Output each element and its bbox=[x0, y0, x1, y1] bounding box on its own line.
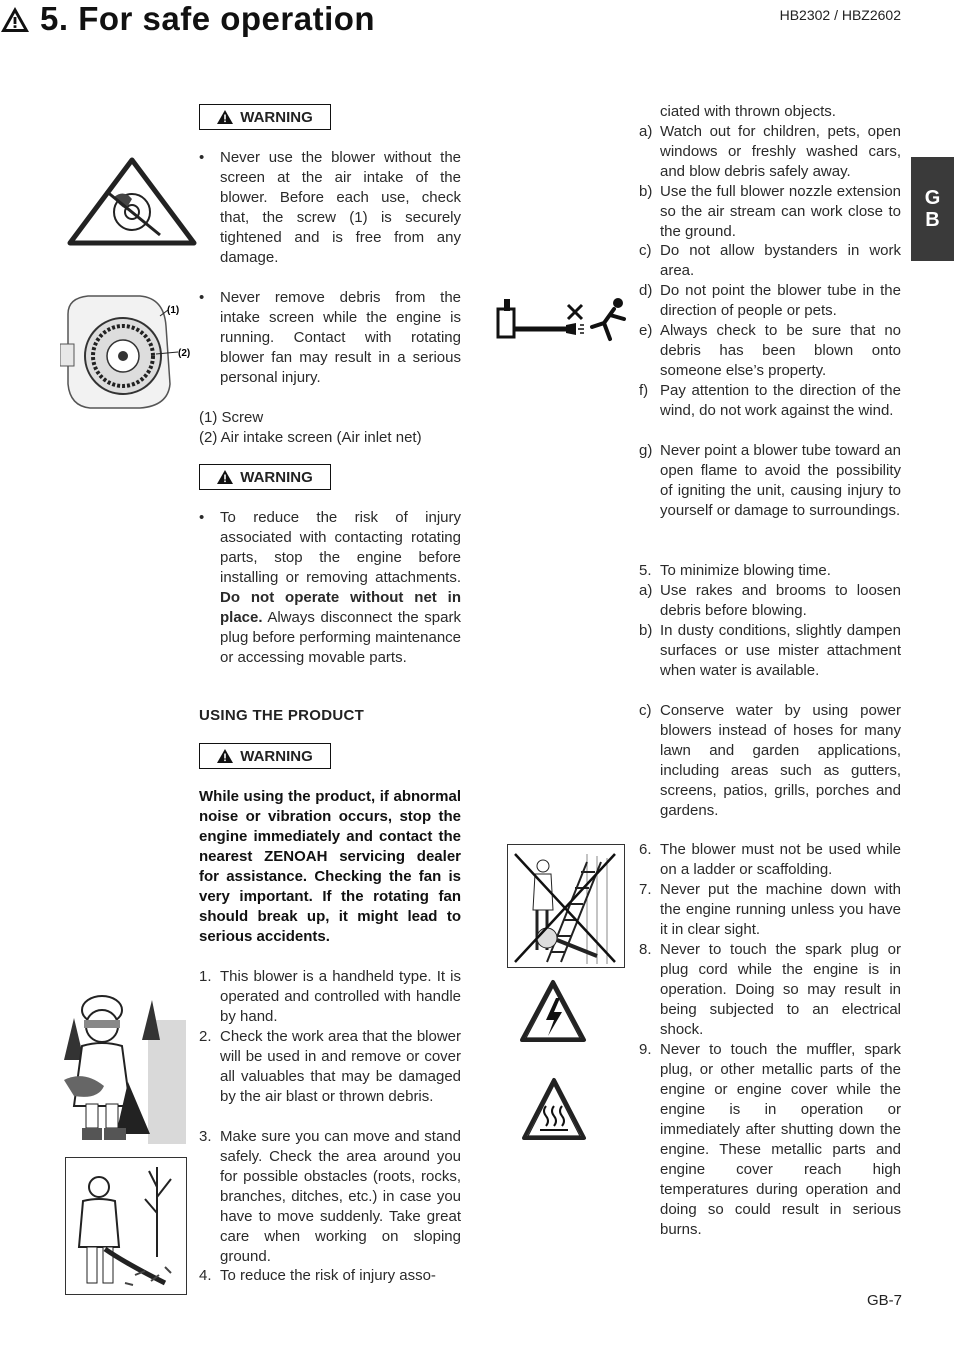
intake-screen-figure bbox=[60, 294, 190, 412]
lettered-item bbox=[639, 321, 901, 381]
bullet-marker: • bbox=[199, 509, 205, 526]
bullet-item bbox=[199, 508, 461, 688]
figure-legend-1: (1) Screw bbox=[199, 409, 264, 426]
item-number: 4. bbox=[199, 1267, 212, 1284]
item-text: Never put the machine down with the engine running unless you have it in clear sight. bbox=[660, 881, 901, 938]
item-text: Never point a blower tube toward an open flame to avoid the possibility of igniting the unit, causing injury to yourself or damage to surroundings. bbox=[660, 442, 901, 519]
lettered-item bbox=[639, 182, 901, 242]
figure-legend-2: (2) Air intake screen (Air inlet net) bbox=[199, 429, 422, 446]
item-number: 7. bbox=[639, 881, 652, 898]
page-number: GB-7 bbox=[866, 1292, 902, 1309]
item-text: To minimize blowing time. bbox=[660, 562, 831, 579]
hand-fan-hazard-icon bbox=[66, 157, 198, 247]
language-tab bbox=[911, 157, 954, 261]
item-text: Never to touch the muffler, spark plug, or other metallic parts of the engine or engine cover while the engine is in operation or immediately after shutting down the engine. These metallic parts and engine cover reach high temperatures during operation and doing so could result in serious burns. bbox=[660, 1041, 901, 1238]
numbered-item bbox=[199, 967, 461, 1027]
warning-text: WARNING bbox=[240, 468, 313, 486]
item-text: Make sure you can move and stand safely. Check the area around you for possible obstacles (roots, rocks, branches, ditches, etc.) in case you have to move suddenly. Take great care when working on sloping ground. bbox=[220, 1128, 461, 1265]
lettered-item bbox=[639, 441, 901, 541]
item-number: 2. bbox=[199, 1028, 212, 1045]
electric-shock-warning-icon bbox=[518, 978, 588, 1066]
tab-letter-g: G bbox=[924, 187, 941, 209]
item-letter: b) bbox=[639, 622, 653, 639]
bullet-marker: • bbox=[199, 289, 205, 306]
model-number: HB2302 / HBZ2602 bbox=[779, 7, 901, 23]
bullet-item bbox=[199, 288, 461, 388]
item-text: The blower must not be used while on a ladder or scaffolding. bbox=[660, 841, 901, 878]
title-text: 5. For safe operation bbox=[40, 0, 376, 37]
item-letter: f) bbox=[639, 382, 649, 399]
item-letter: g) bbox=[639, 442, 653, 459]
section-heading: USING THE PRODUCT bbox=[199, 707, 365, 724]
numbered-item bbox=[639, 561, 901, 581]
bullet-item bbox=[199, 148, 461, 268]
lettered-item bbox=[639, 621, 901, 701]
lettered-item bbox=[639, 701, 901, 821]
figure-label-2: (2) bbox=[178, 348, 190, 359]
item-number: 5. bbox=[639, 562, 652, 579]
no-ladder-use-figure bbox=[507, 844, 625, 968]
bullet-text bbox=[220, 508, 461, 668]
item-text: Use rakes and brooms to loosen debris before blowing. bbox=[660, 582, 901, 619]
warning-triangle-icon bbox=[217, 749, 233, 763]
numbered-item bbox=[199, 1027, 461, 1127]
blowing-leaves-figure bbox=[65, 1157, 187, 1295]
numbered-item bbox=[639, 840, 901, 880]
warning-label bbox=[199, 743, 331, 769]
do-not-point-at-people-icon bbox=[494, 295, 634, 347]
lettered-item bbox=[639, 281, 901, 321]
warning-triangle-icon bbox=[217, 110, 233, 124]
item-number: 3. bbox=[199, 1128, 212, 1145]
item-number: 6. bbox=[639, 841, 652, 858]
hot-surface-warning-icon bbox=[520, 1076, 588, 1162]
numbered-item bbox=[639, 940, 901, 1040]
item-letter: c) bbox=[639, 242, 652, 259]
tab-letter-b: B bbox=[925, 209, 940, 231]
item-letter: e) bbox=[639, 322, 653, 339]
bullet-marker: • bbox=[199, 149, 205, 166]
warning-2-bold: Do not operate without net in place. bbox=[220, 589, 461, 626]
bullet-text: Never use the blower without the screen at the air intake of the blower. Before each use, check that, the screw (1) is securely tightened and is free from any damage. bbox=[220, 149, 461, 266]
lettered-item bbox=[639, 241, 901, 281]
warning-2-text-a: To reduce the risk of injury associated with contacting rotating parts, stop the engine before installing or removing attachments. bbox=[220, 509, 461, 586]
warning-text: WARNING bbox=[240, 108, 313, 126]
item-text: Check the work area that the blower will be used in and remove or cover all valuables that may be damaged by the air blast or thrown debris. bbox=[220, 1028, 461, 1105]
numbered-item bbox=[639, 1040, 901, 1238]
numbered-item bbox=[199, 1127, 461, 1267]
item-text: In dusty conditions, slightly dampen surfaces or use mister attachment when water is available. bbox=[660, 622, 901, 679]
item-text: Always check to be sure that no debris has been blown onto someone else’s property. bbox=[660, 322, 901, 379]
item-number: 9. bbox=[639, 1041, 652, 1058]
bullet-text: Never remove debris from the intake screen while the engine is running. Contact with rotating blower fan may result in a serious personal injury. bbox=[220, 289, 461, 386]
item-letter: b) bbox=[639, 183, 653, 200]
item-text: Do not allow bystanders in work area. bbox=[660, 242, 901, 279]
item-text: Conserve water by using power blowers instead of hoses for many lawn and garden applications, including areas such as gutters, screens, patios, grills, porches and gardens. bbox=[660, 702, 901, 819]
warning-2-text-b: Always disconnect the spark plug before performing maintenance or accessing movable parts. bbox=[220, 609, 461, 666]
figure-label-1: (1) bbox=[167, 305, 180, 316]
item-letter: a) bbox=[639, 123, 653, 140]
numbered-item bbox=[639, 880, 901, 940]
item-letter: c) bbox=[639, 702, 652, 719]
item-text: Use the full blower nozzle extension so the air stream can work close to the ground. bbox=[660, 183, 901, 240]
item-text: This blower is a handheld type. It is operated and controlled with handle by hand. bbox=[220, 968, 461, 1025]
warning-label bbox=[199, 104, 331, 130]
numbered-item bbox=[199, 1266, 461, 1286]
item-text: To reduce the risk of injury asso- bbox=[220, 1267, 436, 1284]
item-number: 8. bbox=[639, 941, 652, 958]
item-text: Never to touch the spark plug or plug cord while the engine is in operation. Doing so may result in being subjected to an electrical shock. bbox=[660, 941, 901, 1038]
lettered-item bbox=[639, 581, 901, 621]
item-number: 1. bbox=[199, 968, 212, 985]
lettered-item bbox=[639, 122, 901, 182]
warning-triangle-icon bbox=[217, 470, 233, 484]
warning-text: WARNING bbox=[240, 747, 313, 765]
item-text: Watch out for children, pets, open windows or freshly washed cars, and blow debris safely away. bbox=[660, 123, 901, 180]
warning-3-text: While using the product, if abnormal noise or vibration occurs, stop the engine immediately and contact the nearest ZENOAH servicing dealer for assistance. Checking the fan is very important. If the rotating fan should break up, it might lead to serious accidents. bbox=[199, 788, 461, 945]
item-letter: a) bbox=[639, 582, 653, 599]
warning-triangle-icon bbox=[0, 6, 30, 33]
item-text: Pay attention to the direction of the wind, do not work against the wind. bbox=[660, 382, 901, 419]
protective-gear-operator-figure bbox=[58, 990, 188, 1146]
item-letter: d) bbox=[639, 282, 653, 299]
continued-text bbox=[639, 102, 901, 122]
item-text: Do not point the blower tube in the direction of people or pets. bbox=[660, 282, 901, 319]
lettered-item bbox=[639, 381, 901, 441]
item-text: ciated with thrown objects. bbox=[660, 103, 836, 120]
warning-label bbox=[199, 464, 331, 490]
